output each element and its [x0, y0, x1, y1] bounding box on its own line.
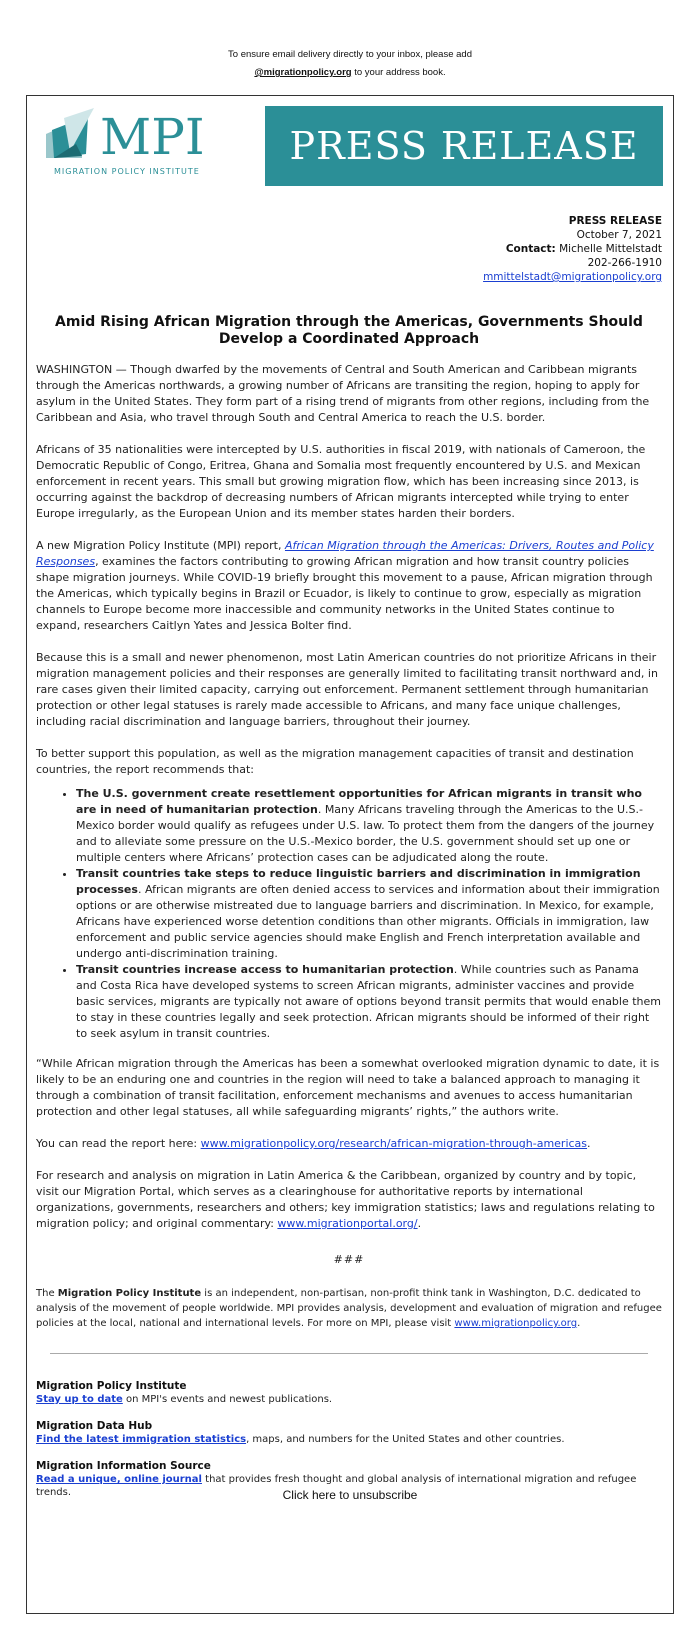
paragraph-phenomenon: Because this is a small and newer phenomenon, most Latin American countries do not prioritize Africans in their migration management policies and their responses are generally limited to facilitating transit northward and, in rare cases given their limited capacity, carrying out enforcement. Permanent settlement through humanitarian protection or other legal statuses is rarely made accessible to Africans, and many face unique challenges, including racial discrimination and language barriers, throughout their journey.: [36, 651, 658, 728]
paragraph-report: [36, 538, 662, 634]
paragraph-intro: WASHINGTON — Though dwarfed by the movements of Central and South American and Caribbean migrants through the Americas northwards, a growing number of Africans are transiting the region, hoping to apply for asylum in the United States. They form part of a rising trend of migrants from other regions, including from the Caribbean and Asia, who travel through South and Central America to reach the U.S. border.: [36, 363, 650, 424]
banner-text: PRESS RELEASE: [289, 124, 639, 168]
recommendations-list: [36, 786, 662, 1042]
recommendation-heading: The U.S. government create resettlement opportunities for African migrants in transit who are in need of humanitarian protection: [76, 787, 642, 816]
read-report-pre: You can read the report here:: [36, 1137, 201, 1150]
footer-section-title: Migration Information Source: [36, 1460, 211, 1472]
list-item: [76, 962, 662, 1042]
contact-label: PRESS RELEASE: [568, 215, 662, 227]
stay-up-to-date-link[interactable]: Stay up to date: [36, 1394, 123, 1405]
recommendation-text: . African migrants are often denied access to services and information about their immigration options or are otherwise mistreated due to language barriers and discrimination. In Mexico, for example, Africans have experienced worse detention conditions than other migrants. Officials in immigration, law enforcement and public service agencies should make English and French interpretation available and undergo anti-discrimination training.: [76, 883, 660, 960]
unsubscribe-link[interactable]: Click here to unsubscribe: [282, 1488, 418, 1502]
about-pre: The: [36, 1288, 58, 1299]
contact-phone: 202-266-1910: [587, 257, 662, 269]
preheader-line2-text: to your address book.: [351, 67, 446, 78]
read-report-post: .: [587, 1137, 591, 1150]
footer-section-text: on MPI's events and newest publications.: [122, 1394, 333, 1405]
about-org-name: Migration Policy Institute: [57, 1288, 202, 1299]
mpi-logo[interactable]: [42, 108, 254, 178]
contact-line: [483, 242, 662, 256]
latest-statistics-link[interactable]: Find the latest immigration statistics: [36, 1434, 247, 1445]
headline: Amid Rising African Migration through the Americas, Governments Should Develop a Coordinated Approach: [55, 314, 643, 347]
recommendation-text: . Many Africans traveling through the Americas to the U.S.-Mexico border would qualify as refugees under U.S. law. To protect them from the dangers of the journey and to alleviate some pressure on the U.S.-Mexico border, the U.S. government should set up one or multiple centers where Africans’ protection cases can be adjudicated along the route.: [76, 803, 655, 864]
press-release-banner: [265, 106, 663, 186]
section-separator: ###: [333, 1253, 365, 1266]
footer-section-text: , maps, and numbers for the United States and other countries.: [246, 1434, 565, 1445]
report-text-post: , examines the factors contributing to growing African migration and how transit country policies shape migration journeys. While COVID-19 briefly brought this movement to a pause, African migration through the Americas, which typically begins in Brazil or Ecuador, is likely to continue to grow, especially as migration channels to Europe become more inaccessible and community networks in the United States continue to expand, researchers Caitlyn Yates and Jessica Bolter find.: [36, 555, 653, 632]
recommendation-text: . While countries such as Panama and Costa Rica have developed systems to screen African migrants, administer vaccines and provide basic services, migrants are typically not aware of options beyond transit permits that would enable them to stay in these countries legally and seek protection. African migrants should be informed of their right to seek asylum in transit countries.: [76, 963, 662, 1040]
release-date: October 7, 2021: [576, 229, 662, 241]
footer-section-title: Migration Policy Institute: [36, 1380, 187, 1392]
footer-section-data-hub: [36, 1420, 662, 1446]
preheader-line1: To ensure email delivery directly to your inbox, please add: [228, 49, 472, 60]
preheader: [0, 0, 700, 82]
report-text-pre: A new Migration Policy Institute (MPI) report,: [36, 539, 285, 552]
paragraph-recommends: To better support this population, as well as the migration management capacities of transit and destination countries, the report recommends that:: [36, 747, 634, 776]
about-post: .: [577, 1318, 581, 1329]
footer-section-mpi: [36, 1380, 662, 1406]
divider: [50, 1353, 648, 1354]
contact-email-link[interactable]: mmittelstadt@migrationpolicy.org: [483, 271, 662, 283]
paragraph-research: [36, 1168, 662, 1232]
footer-section-title: Migration Data Hub: [36, 1420, 153, 1432]
report-url-link[interactable]: www.migrationpolicy.org/research/african-migration-through-americas: [200, 1137, 588, 1150]
preheader-email[interactable]: @migrationpolicy.org: [254, 67, 352, 78]
paragraph-quote: “While African migration through the Americas has been a somewhat overlooked migration dynamic to date, it is likely to be an enduring one and countries in the region will need to take a balanced approach to managing it through a combination of transit facilitation, enforcement mechanisms and avenues to access humanitarian protection and other legal statuses, all while safeguarding migrants’ rights,” the authors write.: [36, 1057, 660, 1118]
recommendation-heading: Transit countries increase access to humanitarian protection: [76, 963, 454, 976]
mpi-website-link[interactable]: www.migrationpolicy.org: [454, 1318, 578, 1329]
logo-subtitle: MIGRATION POLICY INSTITUTE: [54, 167, 200, 176]
list-item: [76, 866, 662, 962]
email-frame: [26, 95, 674, 1614]
paragraph-nationalities: Africans of 35 nationalities were intercepted by U.S. authorities in fiscal 2019, with nationals of Cameroon, the Democratic Republic of Congo, Eritrea, Ghana and Somalia most frequently encountered by U.S. and Mexican enforcement in recent years. This small but growing migration flow, which has been increasing since 2013, is occurring against the backdrop of decreasing numbers of African migrants intercepted while trying to enter Europe irregularly, as the European Union and its member states harden their borders.: [36, 443, 646, 520]
contact-name: Michelle Mittelstadt: [555, 243, 662, 255]
logo-mark-icon: [46, 108, 94, 158]
footer-section-text: that provides fresh thought and global analysis of international migration and refugee trends.: [36, 1474, 637, 1498]
contact-block: [483, 214, 662, 284]
about-text: is an independent, non-partisan, non-profit think tank in Washington, D.C. dedicated to analysis of the movement of people worldwide. MPI provides analysis, development and evaluation of migration and refugee policies at the local, national and international levels. For more on MPI, please visit: [36, 1288, 662, 1329]
migration-portal-link[interactable]: www.migrationportal.org/: [277, 1217, 418, 1230]
recommendation-heading: Transit countries take steps to reduce linguistic barriers and discrimination in immigration processes: [76, 867, 641, 896]
research-post: .: [417, 1217, 422, 1230]
about-mpi: [36, 1286, 662, 1331]
preheader-line2: [0, 64, 700, 82]
list-item: [76, 786, 662, 866]
logo-letters: MPI: [100, 108, 205, 166]
report-link[interactable]: African Migration through the Americas: Drivers, Routes and Policy Responses: [36, 539, 654, 568]
paragraph-read-report: [36, 1136, 662, 1152]
main-content: [36, 314, 662, 1513]
online-journal-link[interactable]: Read a unique, online journal: [36, 1474, 202, 1485]
research-text: For research and analysis on migration in Latin America & the Caribbean, organized by country and by topic, visit our Migration Portal, which serves as a clearinghouse for authoritative reports by international organizations, governments, researchers and others; key immigration statistics; laws and regulations relating to migration policy; and original commentary:: [36, 1169, 655, 1230]
contact-name-label: Contact:: [505, 243, 556, 255]
